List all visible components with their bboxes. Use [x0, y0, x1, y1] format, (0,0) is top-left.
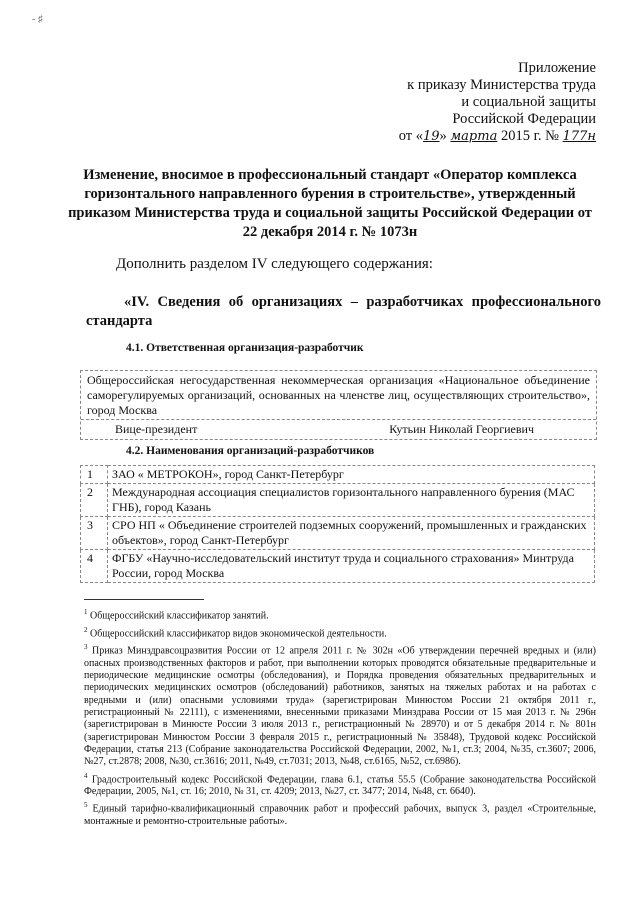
- row-org-name: Международная ассоциация специалистов горизонтального направленного бурения (МАС ГНБ), город Казань: [108, 484, 595, 517]
- footnote-mark: 5: [84, 801, 88, 810]
- order-day: 19: [422, 129, 440, 144]
- signatory-row: [81, 420, 596, 439]
- footnote-mark: 1: [84, 608, 88, 616]
- order-number: 177н: [562, 129, 596, 144]
- document-title: Изменение, вносимое в профессиональный стандарт «Оператор комплекса горизонтального направленного бурения в строительстве», утвержденный приказом Министерства труда и социальной защиты Российской Федерации от 22 декабря 2014 г. № 1073н: [68, 167, 592, 240]
- footnote: [84, 799, 596, 828]
- footnote: [84, 624, 596, 641]
- intro-text: Дополнить разделом IV следующего содержания:: [116, 256, 433, 272]
- responsible-heading: 4.1. Ответственная организация-разработчик: [126, 342, 364, 354]
- order-prefix: от «: [398, 128, 423, 144]
- responsible-org-box: [80, 370, 597, 440]
- appendix-block: [336, 60, 596, 145]
- footnote: [84, 641, 596, 768]
- row-org-name: СРО НП « Объединение строителей подземных сооружений, промышленных и гражданских объектов», город Санкт-Петербург: [108, 517, 595, 550]
- footnote-mark: 2: [84, 625, 88, 634]
- footnote-text: Общероссийский классификатор видов экономической деятельности.: [90, 627, 387, 639]
- responsible-org-text: Общероссийская негосударственная некоммерческая организация «Национальное объединение саморегулируемых организаций, основанных на членстве лиц, осуществляющих строительство», город Москва: [81, 371, 596, 420]
- appendix-title: Приложение: [518, 60, 596, 76]
- corner-mark: - ♯: [32, 14, 43, 25]
- table-row: [81, 517, 595, 550]
- footnote: [84, 770, 596, 799]
- footnote-text: Приказ Минздравсоцразвития России от 12 апреля 2011 г. № 302н «Об утверждении перечней вредных и (или) опасных производственных факторов и работ, при выполнении которых проводятся обязательные предварительные и периодические медицинские осмотры (обследования), и Порядка проведения обязательных предварительных и периодических медицинских осмотров (обследований) работников, занятых на тяжелых работах и на работах с вредными и (или) опасными условиями труда» (зарегистрирован Минюстом России 21 октября 2011 г., регистрационный № 22111), с изменениями, внесенными приказами Минздрава России от 15 мая 2013 г. № 296н (зарегистрирован в Минюсте России 3 июля 2013 г., регистрационный № 28970) и от 5 декабря 2014 г. № 801н (зарегистрирован Минюстом России 3 февраля 2015 г., регистрационный № 35848), Трудовой кодекс Российской Федерации, статья 213 (Собрание законодательства Российской Федерации, 2002, №1, ст.3; 2004, №35, ст.3607; 2006, №27, ст.2878; 2008, №30, ст.3616; 2011, №49, ст.7031; 2013, №48, ст.6165, №52, ст.6986).: [84, 645, 597, 768]
- appendix-line-social: и социальной защиты: [461, 94, 596, 110]
- table-row: [81, 466, 595, 484]
- row-org-name: ЗАО « МЕТРОКОН», город Санкт-Петербург: [108, 466, 595, 484]
- order-mid: »: [439, 128, 451, 144]
- table-row: [81, 484, 595, 517]
- footnote-text: Единый тарифно-квалификационный справочник работ и профессий рабочих, выпуск 3, раздел «Строительные, монтажные и ремонтно-строительные работы».: [84, 803, 597, 828]
- signatory-name: Кутьин Николай Георгиевич: [389, 422, 534, 436]
- footnote: [84, 606, 596, 623]
- footnote-mark: 3: [84, 643, 88, 652]
- signatory-position: Вице-президент: [115, 422, 198, 436]
- footnote-mark: 4: [84, 771, 88, 780]
- footnotes: [84, 606, 596, 829]
- footnote-divider: [84, 599, 204, 600]
- order-date-line: [336, 128, 596, 145]
- order-month: марта: [450, 129, 498, 144]
- footnote-text: Градостроительный кодекс Российской Федерации, глава 6.1, статья 55.5 (Собрание законодательства Российской Федерации, 2005, №1, ст. 16; 2010, № 31, ст. 4209; 2013, №27, ст. 3477; 2014, №48, ст. 6640).: [84, 773, 596, 798]
- appendix-line-federation: Российской Федерации: [452, 111, 596, 127]
- table-row: [81, 550, 595, 583]
- row-number: 3: [81, 517, 108, 550]
- section-heading: «IV. Сведения об организациях – разработчиках профессионального стандарта: [86, 294, 601, 329]
- developers-heading: 4.2. Наименования организаций-разработчиков: [126, 445, 375, 457]
- footnote-text: Общероссийский классификатор занятий.: [90, 610, 269, 622]
- appendix-line-order-of: к приказу Министерства труда: [407, 77, 596, 93]
- row-org-name: ФГБУ «Научно-исследовательский институт труда и социального страхования» Минтруда России, город Москва: [108, 550, 595, 583]
- developers-table: [80, 465, 595, 583]
- order-year: 2015 г. №: [497, 128, 559, 144]
- row-number: 1: [81, 466, 108, 484]
- row-number: 2: [81, 484, 108, 517]
- row-number: 4: [81, 550, 108, 583]
